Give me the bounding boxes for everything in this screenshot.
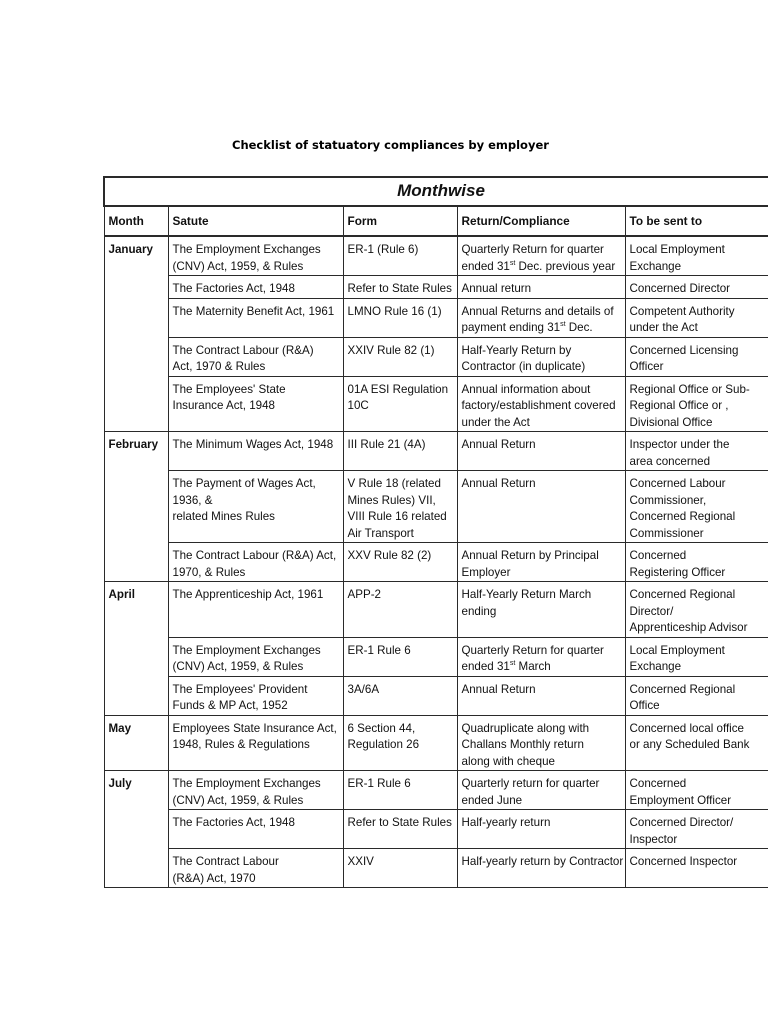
cell-line: Annual Return [461, 477, 536, 490]
statute-cell [168, 337, 343, 376]
compliance-cell [457, 676, 625, 715]
cell-line: under the Act [629, 321, 698, 334]
cell-line: Office [629, 699, 660, 712]
cell-line: XXV Rule 82 (2) [347, 549, 432, 562]
column-header-month: Month [104, 206, 168, 236]
statute-cell [168, 376, 343, 432]
cell-line: The Contract Labour (R&A) Act, [172, 549, 337, 562]
statute-cell [168, 236, 343, 276]
form-cell [343, 432, 457, 471]
cell-line: Challans Monthly return [461, 738, 584, 751]
form-cell [343, 337, 457, 376]
sent-to-cell [625, 298, 768, 337]
sent-to-cell [625, 543, 768, 582]
column-header-form: Form [343, 206, 457, 236]
cell-line: Inspector under the [629, 438, 730, 451]
compliance-cell [457, 582, 625, 638]
cell-line: 1970, & Rules [172, 565, 246, 579]
cell-line: Regulation 26 [347, 738, 420, 751]
cell-line: The Employment Exchanges [172, 643, 321, 657]
cell-line: The Contract Labour [172, 855, 279, 868]
cell-line: Quarterly return for quarter [461, 777, 600, 790]
sent-to-cell [625, 236, 768, 276]
cell-line: Half-yearly return by Contractor [461, 855, 624, 868]
cell-line: Act, 1970 & Rules [172, 360, 266, 373]
cell-line: 01A ESI Regulation [347, 382, 449, 396]
cell-line: (CNV) Act, 1959, & Rules [172, 259, 304, 273]
table-row [104, 471, 768, 543]
cell-line: Apprenticeship Advisor [629, 621, 748, 634]
form-cell [343, 276, 457, 299]
cell-line: payment ending 31st Dec. [461, 321, 593, 334]
cell-line: APP-2 [347, 588, 382, 601]
compliance-cell [457, 637, 625, 676]
compliance-table [103, 176, 768, 888]
cell-line: 1948, Rules & Regulations [172, 738, 310, 751]
cell-line: 6 Section 44, [347, 721, 416, 735]
cell-line: Funds & MP Act, 1952 [172, 699, 288, 712]
form-cell [343, 637, 457, 676]
cell-line: Employees State Insurance Act, [172, 721, 337, 735]
cell-line: Annual Return [461, 438, 536, 451]
cell-line: ER-1 (Rule 6) [347, 243, 419, 256]
cell-line: Employment Officer [629, 793, 732, 807]
cell-line: 3A/6A [347, 682, 380, 696]
cell-line: Regional Office or , [629, 399, 729, 412]
cell-line: Concerned Regional [629, 510, 736, 523]
table-row [104, 637, 768, 676]
compliance-cell [457, 432, 625, 471]
cell-line: Mines Rules) VII, [347, 493, 436, 507]
compliance-cell [457, 337, 625, 376]
table-row [104, 236, 768, 276]
compliance-cell [457, 771, 625, 810]
compliance-cell [457, 715, 625, 771]
cell-line: The Maternity Benefit Act, 1961 [172, 304, 335, 318]
sent-to-cell [625, 771, 768, 810]
cell-line: The Minimum Wages Act, 1948 [172, 438, 334, 451]
cell-line: The Apprenticeship Act, 1961 [172, 588, 324, 601]
cell-line: Employer [461, 565, 511, 579]
cell-line: 10C [347, 399, 369, 412]
form-cell [343, 471, 457, 543]
cell-line: Divisional Office [629, 415, 713, 429]
cell-line: Concerned [629, 549, 687, 562]
statute-cell [168, 471, 343, 543]
cell-line: Annual Returns and details of [461, 304, 614, 318]
cell-line: Inspector [629, 832, 678, 846]
cell-line: The Contract Labour (R&A) [172, 343, 314, 357]
cell-line: Concerned Regional [629, 682, 736, 696]
cell-line: ended 31st Dec. previous year [461, 259, 616, 273]
cell-line: Concerned Licensing [629, 343, 739, 357]
cell-line: Half-Yearly Return March [461, 588, 592, 601]
cell-line: ending [461, 604, 497, 618]
page-title: Checklist of statuatory compliances by employer [232, 138, 549, 152]
cell-line: The Factories Act, 1948 [172, 282, 295, 295]
cell-line: LMNO Rule 16 (1) [347, 304, 442, 318]
cell-line: along with cheque [461, 754, 555, 768]
column-header-sent-to: To be sent to [625, 206, 768, 236]
column-header-compliance: Return/Compliance [457, 206, 625, 236]
cell-line: Commissioner [629, 526, 704, 540]
statute-cell [168, 298, 343, 337]
sent-to-cell [625, 849, 768, 888]
statute-cell [168, 543, 343, 582]
statute-cell [168, 849, 343, 888]
cell-line: Quarterly Return for quarter [461, 643, 604, 657]
statute-cell [168, 771, 343, 810]
cell-line: related Mines Rules [172, 510, 275, 523]
sent-to-cell [625, 337, 768, 376]
table-row [104, 676, 768, 715]
cell-line: Concerned Director [629, 282, 731, 295]
table-row [104, 715, 768, 771]
cell-line: Annual Return by Principal [461, 549, 599, 562]
cell-line: factory/establishment covered [461, 399, 616, 412]
table-row [104, 849, 768, 888]
cell-line: Annual Return [461, 682, 536, 696]
form-cell [343, 771, 457, 810]
statute-cell [168, 432, 343, 471]
cell-line: Officer [629, 360, 664, 373]
form-cell [343, 810, 457, 849]
cell-line: Annual information about [461, 382, 591, 396]
table-row [104, 582, 768, 638]
table-row [104, 276, 768, 299]
compliance-cell [457, 849, 625, 888]
compliance-cell [457, 376, 625, 432]
form-cell [343, 376, 457, 432]
cell-line: Concerned [629, 777, 687, 790]
month-cell: May [104, 715, 168, 771]
sent-to-cell [625, 276, 768, 299]
compliance-cell [457, 276, 625, 299]
sent-to-cell [625, 715, 768, 771]
cell-line: The Employment Exchanges [172, 243, 321, 256]
table-row [104, 337, 768, 376]
form-cell [343, 236, 457, 276]
month-cell: April [104, 582, 168, 716]
statute-cell [168, 676, 343, 715]
cell-line: (CNV) Act, 1959, & Rules [172, 793, 304, 807]
cell-line: under the Act [461, 415, 530, 429]
cell-line: Half-Yearly Return by [461, 343, 572, 357]
cell-line: Local Employment [629, 243, 725, 256]
cell-line: The Employees' Provident [172, 682, 308, 696]
cell-line: Air Transport [347, 526, 414, 540]
form-cell [343, 715, 457, 771]
month-cell: February [104, 432, 168, 582]
form-cell [343, 582, 457, 638]
cell-line: The Factories Act, 1948 [172, 816, 295, 829]
table-row [104, 810, 768, 849]
cell-line: The Payment of Wages Act, [172, 477, 316, 490]
form-cell [343, 849, 457, 888]
cell-line: ended June [461, 793, 523, 807]
compliance-cell [457, 236, 625, 276]
cell-line: Director/ [629, 604, 674, 618]
cell-line: Refer to State Rules [347, 282, 452, 295]
cell-line: Exchange [629, 660, 682, 673]
sent-to-cell [625, 432, 768, 471]
form-cell [343, 298, 457, 337]
cell-line: V Rule 18 (related [347, 477, 441, 490]
cell-line: Quarterly Return for quarter [461, 243, 604, 256]
compliance-cell [457, 298, 625, 337]
cell-line: Half-yearly return [461, 816, 551, 829]
cell-line: ER-1 Rule 6 [347, 777, 411, 790]
cell-line: The Employment Exchanges [172, 777, 321, 790]
column-header-statute: Satute [168, 206, 343, 236]
cell-line: (R&A) Act, 1970 [172, 871, 256, 885]
cell-line: Concerned Labour [629, 477, 726, 490]
cell-line: Regional Office or Sub- [629, 382, 750, 396]
table-row [104, 543, 768, 582]
statute-cell [168, 582, 343, 638]
table-row [104, 376, 768, 432]
form-cell [343, 676, 457, 715]
table-body [104, 236, 768, 888]
sent-to-cell [625, 810, 768, 849]
month-cell: July [104, 771, 168, 888]
statute-cell [168, 810, 343, 849]
table-row [104, 298, 768, 337]
cell-line: XXIV Rule 82 (1) [347, 343, 435, 357]
cell-line: Concerned Regional [629, 588, 736, 601]
cell-line: (CNV) Act, 1959, & Rules [172, 660, 304, 673]
cell-line: The Employees' State [172, 382, 286, 396]
cell-line: Local Employment [629, 643, 725, 657]
form-cell [343, 543, 457, 582]
cell-line: Annual return [461, 282, 532, 295]
cell-line: III Rule 21 (4A) [347, 438, 426, 451]
compliance-cell [457, 471, 625, 543]
cell-line: Commissioner, [629, 493, 707, 507]
month-cell: January [104, 236, 168, 432]
cell-line: Concerned local office [629, 721, 745, 735]
cell-line: Concerned Inspector [629, 855, 738, 868]
cell-line: Refer to State Rules [347, 816, 452, 829]
cell-line: Concerned Director/ [629, 816, 734, 829]
sent-to-cell [625, 582, 768, 638]
table-row [104, 771, 768, 810]
cell-line: Insurance Act, 1948 [172, 399, 275, 412]
cell-line: 1936, & [172, 493, 213, 507]
statute-cell [168, 276, 343, 299]
cell-line: area concerned [629, 454, 711, 468]
compliance-cell [457, 810, 625, 849]
cell-line: Quadruplicate along with [461, 721, 590, 735]
cell-line: Exchange [629, 259, 682, 273]
table-row [104, 432, 768, 471]
cell-line: VIII Rule 16 related [347, 510, 447, 523]
sent-to-cell [625, 376, 768, 432]
sent-to-cell [625, 471, 768, 543]
cell-line: ER-1 Rule 6 [347, 643, 411, 657]
compliance-cell [457, 543, 625, 582]
sent-to-cell [625, 637, 768, 676]
cell-line: or any Scheduled Bank [629, 738, 750, 751]
cell-line: Competent Authority [629, 304, 735, 318]
sent-to-cell [625, 676, 768, 715]
table-banner: Monthwise [104, 177, 768, 206]
cell-line: Contractor (in duplicate) [461, 360, 586, 373]
cell-line: Registering Officer [629, 565, 726, 579]
statute-cell [168, 637, 343, 676]
cell-line: XXIV [347, 855, 374, 868]
statute-cell [168, 715, 343, 771]
cell-line: ended 31st March [461, 660, 551, 673]
